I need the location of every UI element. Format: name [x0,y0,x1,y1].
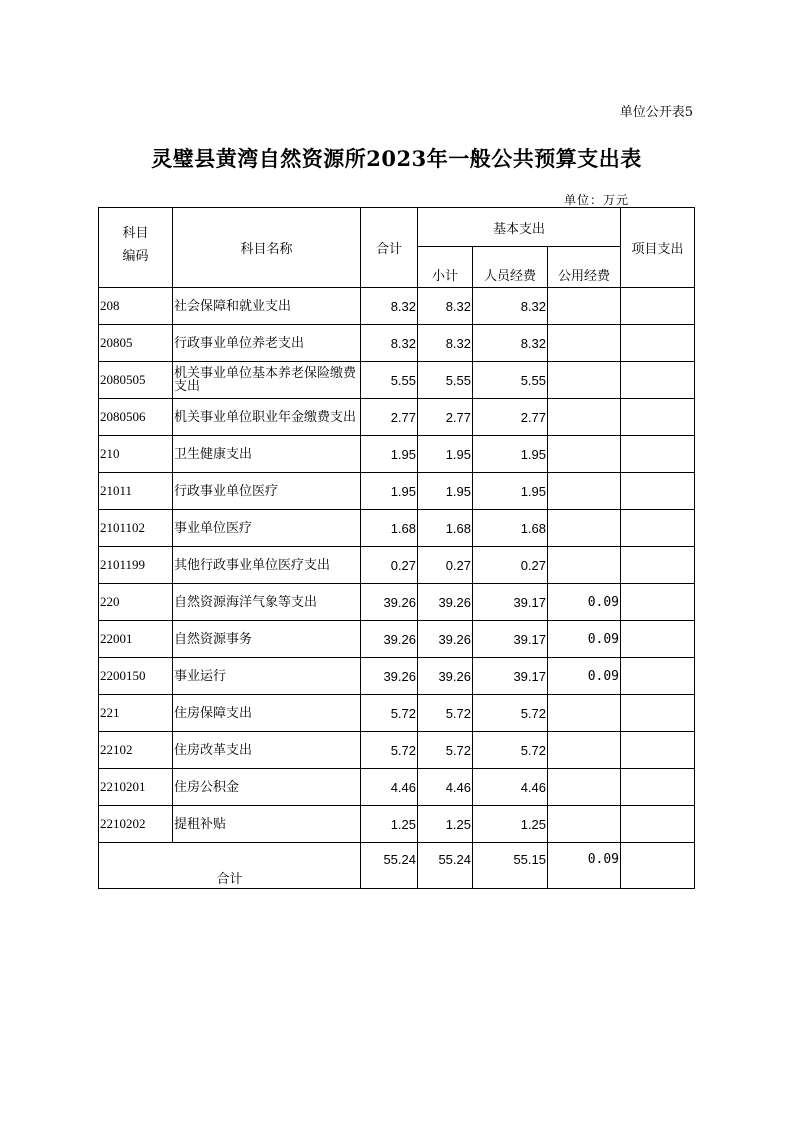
row-subtotal: 1.68 [418,510,473,547]
row-project [621,769,695,806]
row-project [621,695,695,732]
header-subtotal: 小计 [418,247,473,288]
row-public [548,695,621,732]
row-subtotal: 8.32 [418,288,473,325]
row-code: 221 [99,695,173,732]
total-project [621,843,695,889]
row-project [621,399,695,436]
row-total: 5.72 [361,732,418,769]
row-subtotal: 39.26 [418,584,473,621]
row-name: 事业运行 [173,658,361,695]
row-public: 0.09 [548,584,621,621]
table-row [99,288,695,325]
row-public [548,473,621,510]
row-total: 39.26 [361,584,418,621]
row-project [621,621,695,658]
header-personnel: 人员经费 [473,247,548,288]
row-name: 事业单位医疗 [173,510,361,547]
row-public [548,362,621,399]
row-name: 自然资源事务 [173,621,361,658]
row-code: 21011 [99,473,173,510]
table-row [99,584,695,621]
budget-table [98,207,695,889]
header-basic: 基本支出 [418,208,621,247]
header-public: 公用经费 [548,247,621,288]
row-subtotal: 1.95 [418,473,473,510]
row-project [621,436,695,473]
row-personnel: 5.72 [473,732,548,769]
row-total: 1.25 [361,806,418,843]
table-row [99,399,695,436]
row-personnel: 1.68 [473,510,548,547]
row-total: 1.95 [361,473,418,510]
row-personnel: 1.95 [473,473,548,510]
row-public [548,399,621,436]
row-project [621,584,695,621]
table-row [99,695,695,732]
row-code: 210 [99,436,173,473]
row-name: 卫生健康支出 [173,436,361,473]
header-code-bottom: 编码 [122,249,149,264]
row-personnel: 39.17 [473,658,548,695]
total-personnel: 55.15 [473,843,548,889]
row-public [548,732,621,769]
row-name: 提租补贴 [173,806,361,843]
row-personnel: 39.17 [473,621,548,658]
total-row [99,843,695,889]
table-row [99,325,695,362]
row-name: 社会保障和就业支出 [173,288,361,325]
row-name: 行政事业单位养老支出 [173,325,361,362]
row-code: 22102 [99,732,173,769]
row-public: 0.09 [548,621,621,658]
row-name: 住房公积金 [173,769,361,806]
table-row [99,510,695,547]
row-project [621,510,695,547]
row-total: 39.26 [361,658,418,695]
row-personnel: 5.55 [473,362,548,399]
header-total: 合计 [361,208,418,288]
row-personnel: 8.32 [473,288,548,325]
row-subtotal: 5.72 [418,695,473,732]
row-subtotal: 0.27 [418,547,473,584]
row-subtotal: 5.55 [418,362,473,399]
header-project: 项目支出 [621,208,695,288]
unit-label: 单位：万元 [563,193,629,207]
row-subtotal: 8.32 [418,325,473,362]
row-code: 2080506 [99,399,173,436]
row-total: 5.72 [361,695,418,732]
row-subtotal: 1.95 [418,436,473,473]
total-total: 55.24 [361,843,418,889]
row-subtotal: 4.46 [418,769,473,806]
row-public [548,325,621,362]
row-public [548,769,621,806]
row-public [548,510,621,547]
row-personnel: 4.46 [473,769,548,806]
table-row [99,436,695,473]
row-project [621,806,695,843]
table-row [99,732,695,769]
row-total: 8.32 [361,288,418,325]
row-code: 220 [99,584,173,621]
row-code: 2200150 [99,658,173,695]
row-project [621,658,695,695]
total-public: 0.09 [548,843,621,889]
table-row [99,806,695,843]
row-personnel: 5.72 [473,695,548,732]
table-row [99,621,695,658]
table-row [99,547,695,584]
row-code: 22001 [99,621,173,658]
row-public [548,806,621,843]
row-code: 2210202 [99,806,173,843]
row-code: 208 [99,288,173,325]
row-name: 机关事业单位职业年金缴费支出 [173,399,361,436]
row-code: 20805 [99,325,173,362]
row-personnel: 0.27 [473,547,548,584]
row-total: 8.32 [361,325,418,362]
row-project [621,325,695,362]
row-personnel: 1.95 [473,436,548,473]
row-code: 2101199 [99,547,173,584]
row-project [621,362,695,399]
row-subtotal: 1.25 [418,806,473,843]
row-project [621,732,695,769]
row-total: 39.26 [361,621,418,658]
row-personnel: 8.32 [473,325,548,362]
row-subtotal: 5.72 [418,732,473,769]
page-label: 单位公开表5 [619,105,693,120]
row-name: 住房改革支出 [173,732,361,769]
row-name: 自然资源海洋气象等支出 [173,584,361,621]
page-title: 灵璧县黄湾自然资源所2023年一般公共预算支出表 [151,146,642,171]
row-total: 1.95 [361,436,418,473]
table-row [99,658,695,695]
row-public [548,436,621,473]
header-code [99,208,173,288]
row-total: 2.77 [361,399,418,436]
header-row-1 [99,208,695,247]
row-name: 住房保障支出 [173,695,361,732]
header-name: 科目名称 [173,208,361,288]
row-project [621,473,695,510]
row-public [548,547,621,584]
row-code: 2210201 [99,769,173,806]
row-personnel: 2.77 [473,399,548,436]
row-code: 2080505 [99,362,173,399]
row-total: 1.68 [361,510,418,547]
row-name: 行政事业单位医疗 [173,473,361,510]
row-subtotal: 39.26 [418,621,473,658]
total-subtotal: 55.24 [418,843,473,889]
row-project [621,288,695,325]
row-public: 0.09 [548,658,621,695]
row-personnel: 1.25 [473,806,548,843]
row-project [621,547,695,584]
row-name: 其他行政事业单位医疗支出 [173,547,361,584]
total-label: 合计 [99,843,361,889]
row-subtotal: 39.26 [418,658,473,695]
row-subtotal: 2.77 [418,399,473,436]
header-code-top: 科目 [122,226,149,241]
row-personnel: 39.17 [473,584,548,621]
row-public [548,288,621,325]
table-row [99,769,695,806]
row-total: 5.55 [361,362,418,399]
table-row [99,362,695,399]
table-row [99,473,695,510]
row-total: 4.46 [361,769,418,806]
row-name: 机关事业单位基本养老保险缴费支出 [173,362,361,399]
row-code: 2101102 [99,510,173,547]
row-total: 0.27 [361,547,418,584]
